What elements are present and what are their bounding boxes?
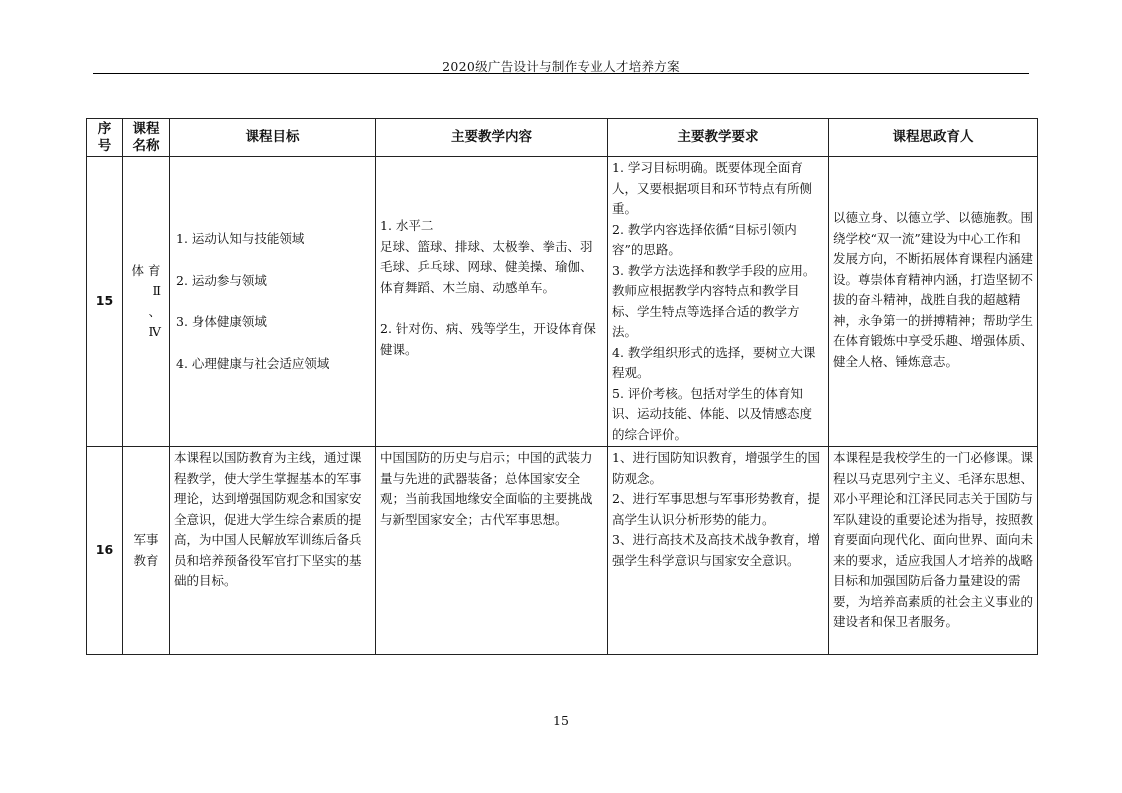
row-goals: 本课程以国防教育为主线，通过课程教学，使大学生掌握基本的军事理论，达到增强国防观念和国家安全意识，促进大学生综合素质的提高，为中国人民解放军训练后备兵员和培养预备役军官打下坚实的基础的目标。 bbox=[170, 447, 376, 655]
row-index: 15 bbox=[87, 157, 123, 447]
row-content bbox=[376, 157, 608, 447]
row-course-name bbox=[123, 447, 170, 655]
goal-item: 4. 心理健康与社会适应领域 bbox=[176, 355, 330, 371]
course-name-line: 军事 bbox=[133, 532, 159, 547]
course-name-line: Ⅳ bbox=[148, 324, 161, 339]
row-requirements: 1. 学习目标明确。既要体现全面育人，又要根据项目和环节特点有所侧重。 2. 教学内容选择依循“目标引领内容”的思路。 3. 教学方法选择和教学手段的应用。教师应根据教学内容特点和教学目标、学生特点等选择合适的教学方法。 4. 教学组织形式的选择，要树立大课程观。 5. 评价考核。包括对学生的体育知识、运动技能、体能、以及情感态度的综合评价。 bbox=[608, 157, 829, 447]
page-header-title: 2020级广告设计与制作专业人才培养方案 bbox=[442, 59, 680, 74]
table-row bbox=[87, 447, 1038, 655]
content-block: 1. 水平二 足球、篮球、排球、太极拳、拳击、羽毛球、乒乓球、网球、健美操、瑜伽、体育舞蹈、木兰扇、动感单车。 bbox=[380, 218, 593, 295]
course-name-line: 、 bbox=[148, 303, 161, 319]
header-ideology: 课程思政育人 bbox=[829, 119, 1038, 157]
course-name-line: 体 育 bbox=[131, 262, 161, 278]
goal-item: 1. 运动认知与技能领域 bbox=[176, 231, 305, 246]
header-course-name: 课程名称 bbox=[123, 119, 170, 157]
page-number: 15 bbox=[553, 713, 569, 728]
course-name-line: Ⅱ bbox=[152, 283, 161, 298]
header-rule bbox=[93, 73, 1029, 74]
ideology-text: 以德立身、以德立学、以德施教。围绕学校“双一流”建设为中心工作和发展方向，不断拓展体育课程内涵建设。尊崇体育精神内涵，打造坚韧不拔的奋斗精神，战胜自我的超越精神，永争第一的拼搏精神；帮助学生在体育锻炼中享受乐趣、增强体质、健全人格、锤炼意志。 bbox=[833, 210, 1034, 369]
goal-item: 2. 运动参与领域 bbox=[176, 272, 267, 288]
content-block: 2. 针对伤、病、残等学生，开设体育保健课。 bbox=[380, 321, 596, 357]
header-content: 主要教学内容 bbox=[376, 119, 608, 157]
row-requirements: 1、进行国防知识教育，增强学生的国防观念。 2、进行军事思想与军事形势教育，提高学生认识分析形势的能力。 3、进行高技术及高技术战争教育，增强学生科学意识与国家安全意识。 bbox=[608, 447, 829, 655]
row-ideology: 本课程是我校学生的一门必修课。课程以马克思列宁主义、毛泽东思想、邓小平理论和江泽民同志关于国防与军队建设的重要论述为指导，按照教育要面向现代化、面向世界、面向未来的要求，适应我国人才培养的战略目标和加强国防后备力量建设的需要，为培养高素质的社会主义事业的建设者和保卫者服务。 bbox=[829, 447, 1038, 655]
curriculum-table bbox=[86, 118, 1038, 655]
row-ideology bbox=[829, 157, 1038, 447]
table-row bbox=[87, 157, 1038, 447]
table-header-row bbox=[87, 119, 1038, 157]
row-goals bbox=[170, 157, 376, 447]
header-goals: 课程目标 bbox=[170, 119, 376, 157]
header-index: 序号 bbox=[87, 119, 123, 157]
row-index: 16 bbox=[87, 447, 123, 655]
row-course-name bbox=[123, 157, 170, 447]
course-name-line: 教育 bbox=[133, 552, 159, 568]
header-requirements: 主要教学要求 bbox=[608, 119, 829, 157]
goal-item: 3. 身体健康领域 bbox=[176, 314, 267, 329]
row-content: 中国国防的历史与启示；中国的武装力量与先进的武器装备；总体国家安全观；当前我国地缘安全面临的主要挑战与新型国家安全；古代军事思想。 bbox=[376, 447, 608, 655]
